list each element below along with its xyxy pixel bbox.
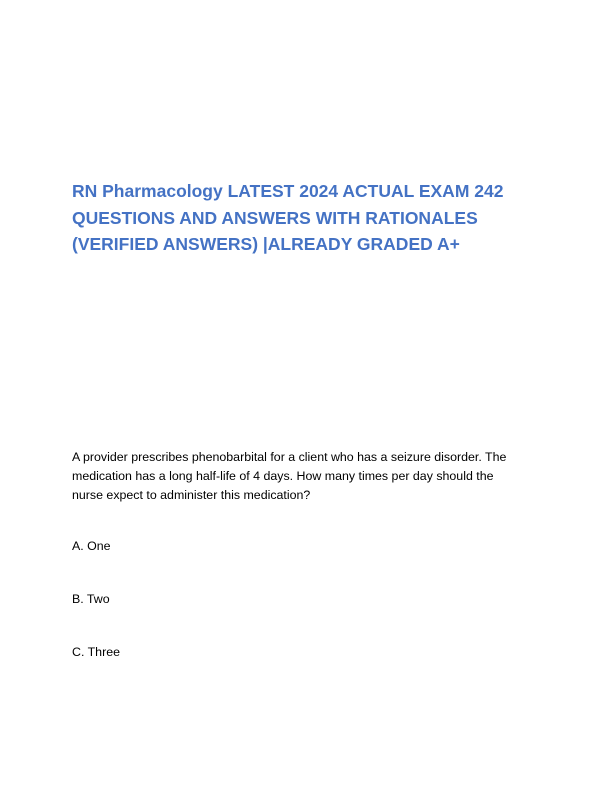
answer-option-a: A. One (72, 539, 111, 553)
question-line: medication has a long half-life of 4 days. How many times per day should the (72, 469, 494, 483)
answer-option-b: B. Two (72, 592, 110, 606)
document-title (72, 178, 542, 258)
title-line: (VERIFIED ANSWERS) |ALREADY GRADED A+ (72, 234, 460, 254)
title-line: QUESTIONS AND ANSWERS WITH RATIONALES (72, 207, 478, 228)
question-line: nurse expect to administer this medication? (72, 488, 311, 502)
title-line: RN Pharmacology LATEST 2024 ACTUAL EXAM 242 (72, 181, 504, 201)
question-text (72, 448, 542, 505)
question-line: A provider prescribes phenobarbital for a client who has a seizure disorder. The (72, 450, 507, 464)
answer-option-c: C. Three (72, 645, 120, 659)
